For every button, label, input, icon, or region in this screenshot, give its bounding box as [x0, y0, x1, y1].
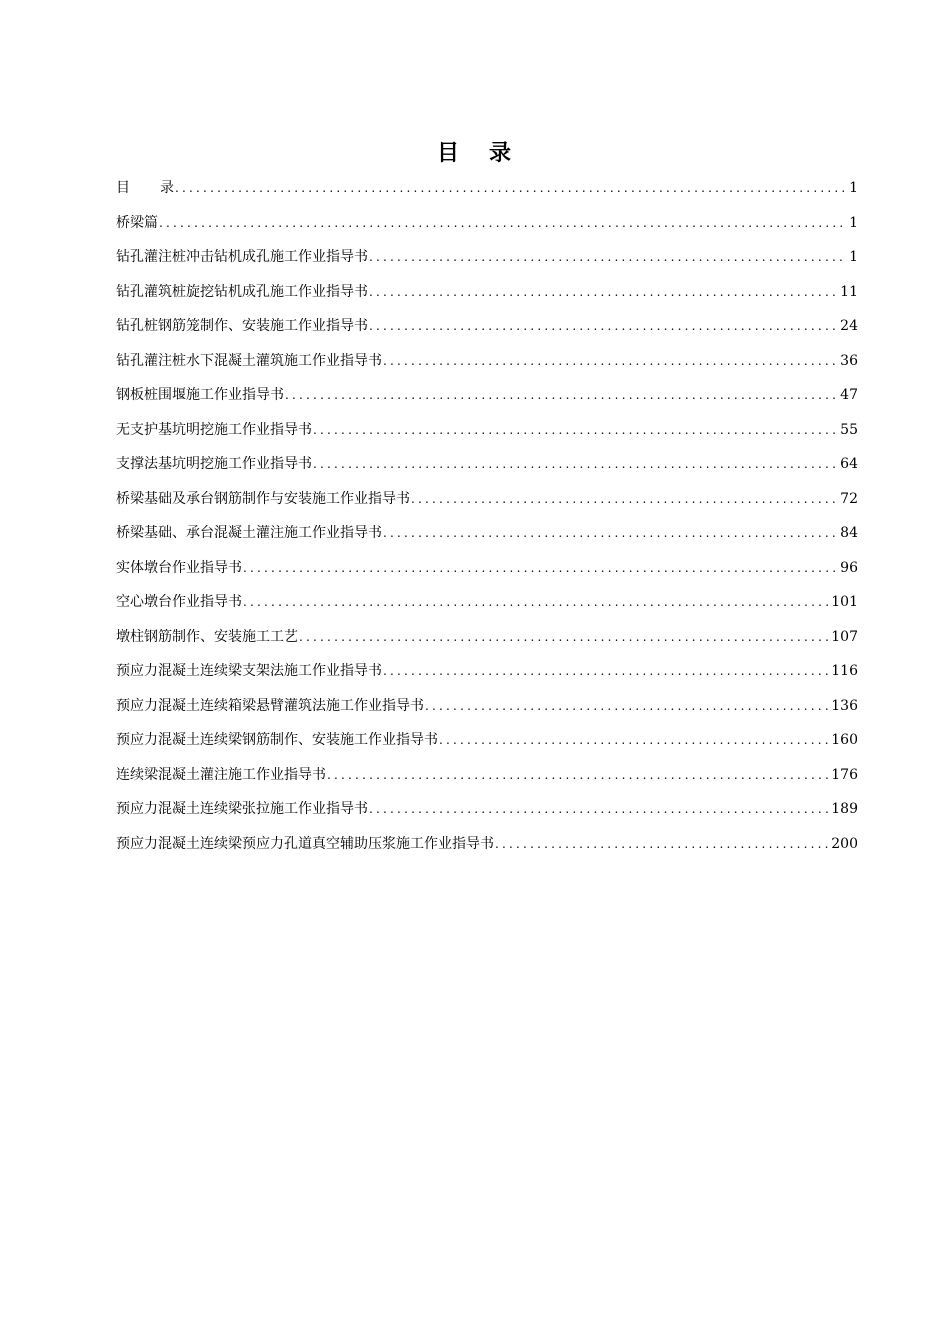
toc-entry[interactable]	[116, 725, 858, 760]
toc-entry[interactable]	[116, 794, 858, 829]
toc-page-number: 101	[831, 594, 858, 610]
toc-leader-dots	[159, 208, 847, 238]
toc-list	[116, 173, 858, 863]
toc-leader-dots	[299, 622, 829, 652]
toc-page-number: 55	[840, 421, 858, 438]
toc-leader-dots	[439, 725, 829, 755]
toc-entry-text: 预应力混凝土连续箱梁悬臂灌筑法施工作业指导书	[116, 697, 424, 714]
toc-heading	[0, 136, 950, 167]
toc-entry[interactable]	[116, 553, 858, 588]
toc-page-number: 200	[831, 835, 858, 852]
toc-heading-right: 录	[489, 141, 514, 166]
toc-page-number: 189	[831, 801, 858, 817]
toc-leader-dots	[175, 173, 847, 203]
toc-page-number: 11	[840, 283, 858, 300]
toc-page-number: 107	[831, 628, 858, 645]
toc-page-number: 24	[840, 318, 858, 334]
toc-leader-dots	[313, 449, 838, 479]
toc-entry[interactable]	[116, 518, 858, 553]
toc-entry[interactable]	[116, 656, 858, 691]
toc-leader-dots	[369, 277, 838, 307]
toc-entry-text: 钻孔灌注桩水下混凝土灌筑施工作业指导书	[116, 352, 382, 369]
toc-entry[interactable]	[116, 277, 858, 312]
toc-entry[interactable]	[116, 829, 858, 864]
toc-page-number: 176	[831, 766, 858, 783]
toc-entry-text: 实体墩台作业指导书	[116, 559, 242, 576]
toc-entry[interactable]	[116, 449, 858, 484]
toc-entry[interactable]	[116, 311, 858, 346]
toc-entry[interactable]	[116, 173, 858, 208]
toc-page-number: 72	[840, 490, 858, 507]
toc-entry-text: 桥梁基础及承台钢筋制作与安装施工作业指导书	[116, 490, 410, 507]
toc-entry-text: 墩柱钢筋制作、安装施工工艺	[116, 628, 298, 645]
toc-entry-text: 钻孔桩钢筋笼制作、安装施工作业指导书	[116, 318, 368, 334]
toc-entry-text: 预应力混凝土连续梁张拉施工作业指导书	[116, 801, 368, 817]
toc-entry[interactable]	[116, 760, 858, 795]
toc-entry-text: 预应力混凝土连续梁预应力孔道真空辅助压浆施工作业指导书	[116, 835, 494, 852]
toc-entry-text: 无支护基坑明挖施工作业指导书	[116, 421, 312, 438]
toc-leader-dots	[369, 311, 838, 341]
toc-entry[interactable]	[116, 622, 858, 657]
toc-page-number: 160	[831, 732, 858, 748]
toc-page-number: 64	[840, 456, 858, 472]
toc-page-number: 96	[840, 559, 858, 576]
toc-heading-left: 目	[436, 141, 461, 166]
toc-entry[interactable]	[116, 242, 858, 277]
toc-entry[interactable]	[116, 587, 858, 622]
toc-leader-dots	[383, 346, 838, 376]
toc-entry[interactable]	[116, 415, 858, 450]
toc-entry-text: 目 录	[116, 180, 174, 196]
toc-leader-dots	[243, 553, 838, 583]
toc-leader-dots	[369, 794, 829, 824]
toc-page-number: 84	[840, 525, 858, 541]
toc-entry-text: 钢板桩围堰施工作业指导书	[116, 387, 284, 403]
toc-entry[interactable]	[116, 208, 858, 243]
toc-leader-dots	[495, 829, 829, 859]
toc-leader-dots	[243, 587, 829, 617]
toc-leader-dots	[425, 691, 829, 721]
toc-entry[interactable]	[116, 346, 858, 381]
toc-page-number: 36	[840, 352, 858, 369]
toc-entry[interactable]	[116, 380, 858, 415]
toc-entry-text: 桥梁篇	[116, 214, 158, 231]
toc-page-number: 116	[831, 663, 858, 679]
toc-leader-dots	[285, 380, 838, 410]
toc-entry-text: 钻孔灌筑桩旋挖钻机成孔施工作业指导书	[116, 283, 368, 300]
toc-entry-text: 预应力混凝土连续梁钢筋制作、安装施工作业指导书	[116, 732, 438, 748]
toc-page-number: 1	[849, 249, 858, 265]
toc-entry-text: 空心墩台作业指导书	[116, 594, 242, 610]
toc-leader-dots	[383, 656, 829, 686]
toc-page-number: 1	[849, 180, 858, 196]
toc-entry[interactable]	[116, 484, 858, 519]
toc-leader-dots	[411, 484, 838, 514]
toc-leader-dots	[383, 518, 838, 548]
toc-leader-dots	[313, 415, 838, 445]
toc-entry-text: 预应力混凝土连续梁支架法施工作业指导书	[116, 663, 382, 679]
toc-entry-text: 支撑法基坑明挖施工作业指导书	[116, 456, 312, 472]
toc-entry-text: 桥梁基础、承台混凝土灌注施工作业指导书	[116, 525, 382, 541]
toc-page-number: 136	[831, 697, 858, 714]
toc-page-number: 47	[840, 387, 858, 403]
toc-entry[interactable]	[116, 691, 858, 726]
toc-entry-text: 钻孔灌注桩冲击钻机成孔施工作业指导书	[116, 249, 368, 265]
toc-leader-dots	[327, 760, 829, 790]
toc-entry-text: 连续梁混凝土灌注施工作业指导书	[116, 766, 326, 783]
toc-leader-dots	[369, 242, 847, 272]
toc-page-number: 1	[849, 214, 858, 231]
